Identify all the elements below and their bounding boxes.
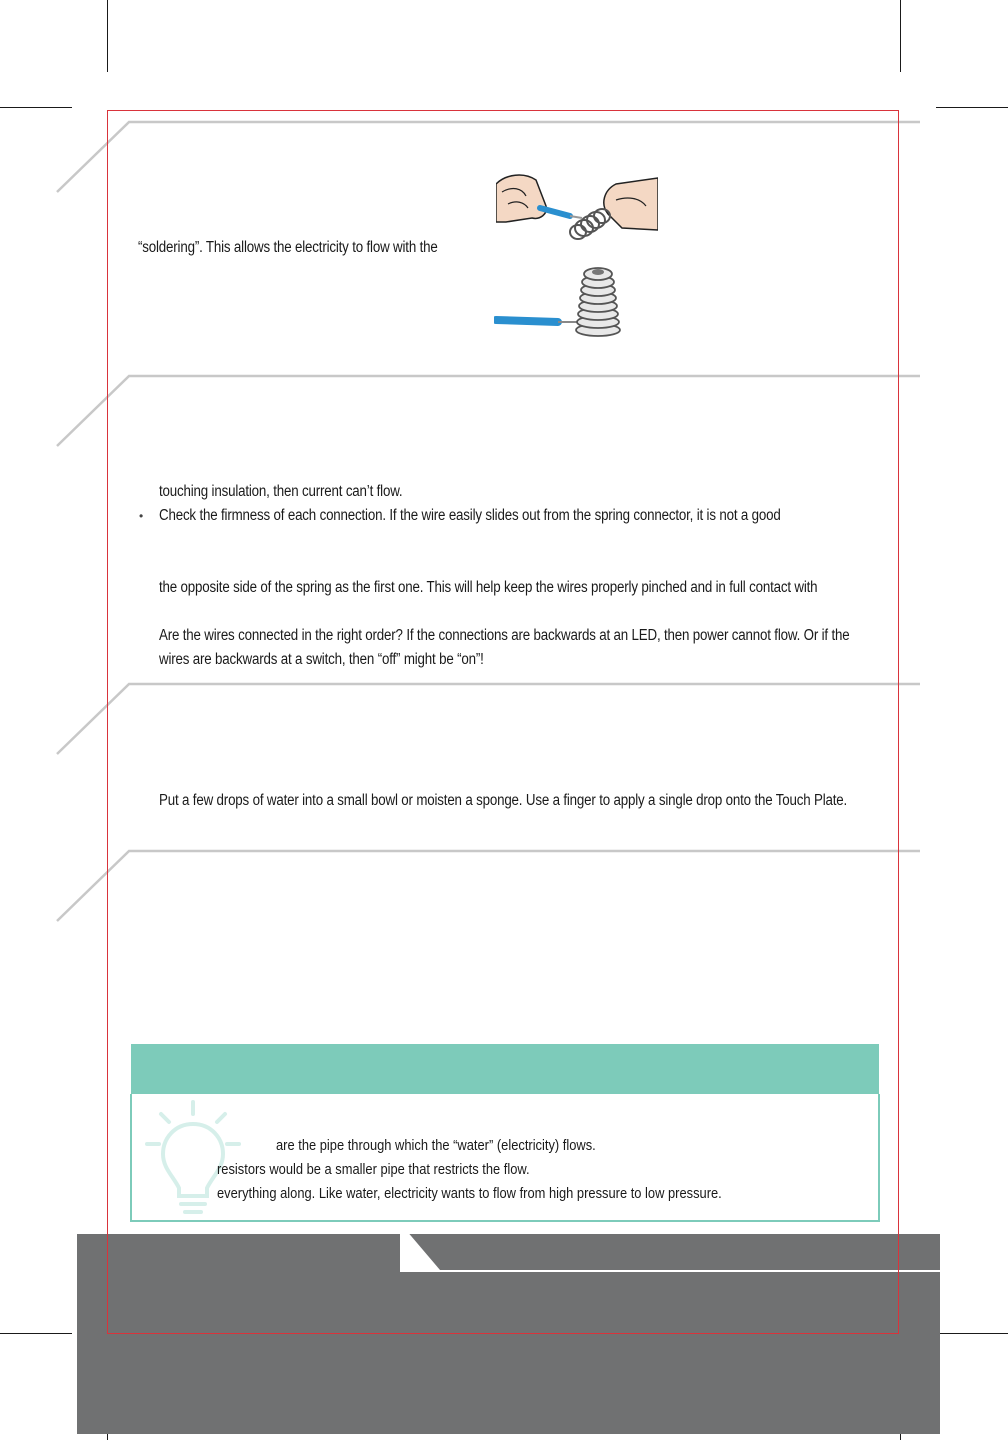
crop-mark <box>107 0 108 72</box>
troubleshoot-line-3: the opposite side of the spring as the first one. This will help keep the wires properly pinched and in full contact with <box>159 579 818 596</box>
section1-text: “soldering”. This allows the electricity to flow with the <box>138 239 438 256</box>
bullet-marker: • <box>139 509 144 523</box>
tip-line-3: everything along. Like water, electricity wants to flow from high pressure to low pressure. <box>217 1185 722 1202</box>
troubleshoot-line-2: Check the firmness of each connection. If the wire easily slides out from the spring connector, it is not a good <box>159 507 781 524</box>
touch-plate-instruction: Put a few drops of water into a small bowl or moisten a sponge. Use a finger to apply a single drop onto the Touch Plate. <box>159 792 848 809</box>
crop-mark <box>0 107 72 108</box>
tip-header <box>131 1044 879 1094</box>
troubleshoot-line-1: touching insulation, then current can’t flow. <box>159 483 403 500</box>
crop-mark <box>936 107 1008 108</box>
crop-mark <box>900 0 901 72</box>
crop-mark <box>936 1333 1008 1334</box>
tip-line-1: are the pipe through which the “water” (electricity) flows. <box>276 1137 596 1154</box>
troubleshoot-line-5: wires are backwards at a switch, then “off” might be “on”! <box>159 651 484 668</box>
section-divider <box>50 844 930 929</box>
spring-connector-illustration <box>494 258 624 338</box>
section-divider <box>50 369 930 454</box>
crop-mark <box>0 1333 72 1334</box>
footer-tab <box>400 1230 940 1272</box>
section-divider <box>50 115 930 200</box>
tip-line-2: resistors would be a smaller pipe that restricts the flow. <box>217 1161 530 1178</box>
troubleshoot-line-4: Are the wires connected in the right order? If the connections are backwards at an LED, then power cannot flow. Or if the <box>159 627 850 644</box>
section-divider <box>50 677 930 762</box>
wire-twist-illustration <box>496 170 658 248</box>
